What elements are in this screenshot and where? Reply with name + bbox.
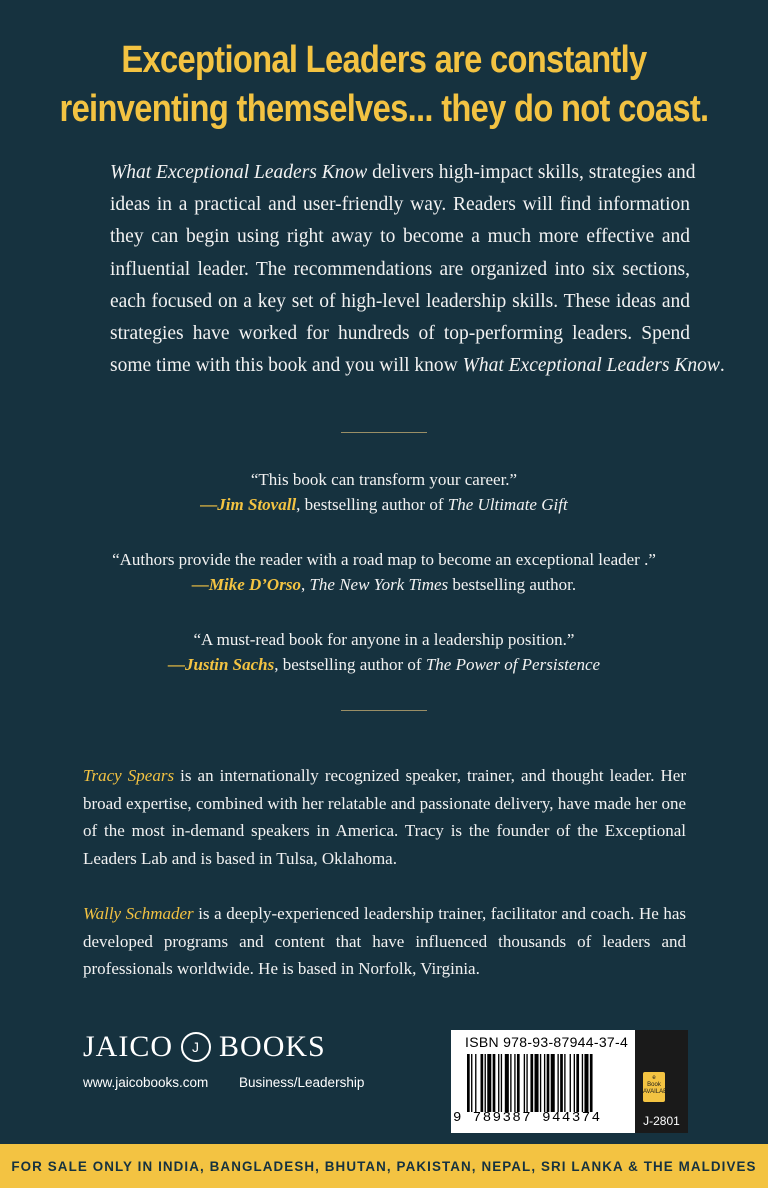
endorsement-quote: “A must-read book for anyone in a leadership position.” [193,630,575,649]
jaico-seal-icon [181,1032,211,1062]
book-category: Business/Leadership [239,1075,365,1090]
description-line: strategies have worked for hundreds of top-performing leaders. Spend [110,323,690,345]
attribution-text: , [300,575,310,594]
product-code: J-2801 [643,1114,680,1128]
barcode-bar [547,1054,550,1112]
barcode-bar [526,1054,527,1112]
barcode-bar [576,1054,579,1112]
barcode-bars [467,1054,629,1112]
description-line: each focused on a key set of high-level leadership skills. These ideas and [110,290,690,312]
endorser-name: Jim Stovall [217,495,297,514]
endorsement-attribution [0,492,768,517]
barcode-bar [564,1054,565,1112]
barcode-bar [487,1054,491,1112]
publisher-name-left: JAICO [83,1030,174,1063]
sales-territory-text: FOR SALE ONLY IN INDIA, BANGLADESH, BHUTAN, PAKISTAN, NEPAL, SRI LANKA & THE MALDIVES [11,1158,757,1174]
headline [54,36,714,134]
author-bio-tracy [83,762,686,872]
headline-line-1: Exceptional Leaders are constantly [121,39,647,81]
barcode-bar [535,1054,539,1112]
endorsement-quote: “This book can transform your career.” [250,470,518,489]
barcode-bar [481,1054,484,1112]
description-text: . [719,355,725,377]
barcode-bar [540,1054,541,1112]
author-name: Wally Schmader [83,904,194,923]
description-line [110,350,725,382]
bio-line: of the most in-demand speakers in America. Tracy is the founder of the Exceptional [83,821,686,840]
barcode-bar [493,1054,496,1112]
barcode-bar [517,1054,520,1112]
bio-line: broad expertise, combined with her relatable and passionate delivery, have made her one [83,793,686,813]
barcode-panel [451,1030,688,1133]
barcode-bar [570,1054,571,1112]
endorsement-quote: “Authors provide the reader with a road map to become an exceptional leader .” [112,550,656,569]
barcode-bar [510,1054,511,1112]
ebook-available: AVAILABLE [643,1089,675,1095]
barcode-bar [471,1054,472,1112]
ebook-e: e [652,1075,656,1081]
barcode-bar [505,1054,509,1112]
attribution-text: bestselling author. [448,575,577,594]
dash: — [200,495,218,514]
publisher-website[interactable]: www.jaicobooks.com [83,1075,209,1090]
barcode-bar [544,1054,545,1112]
work-title: The Power of Persistence [425,655,601,674]
barcode-bar [514,1054,515,1112]
isbn-label: ISBN 978-93-87944-37-4 [465,1034,629,1050]
barcode-bar [530,1054,533,1112]
endorser-name: Mike D’Orso [208,575,301,594]
ebook-available-icon [643,1072,675,1102]
barcode-bar [557,1054,558,1112]
description-line: influential leader. The recommendations are organized into six sections, [110,258,690,280]
seal-letter: J [192,1039,201,1055]
description-line [110,157,696,189]
work-title: The Ultimate Gift [447,495,568,514]
publisher-name-right: BOOKS [219,1030,326,1063]
work-title: The New York Times [309,575,449,594]
barcode-bar [560,1054,563,1112]
endorsement [0,547,768,597]
publisher-logo [83,1030,326,1064]
endorsement-attribution [0,572,768,597]
barcode-bar [501,1054,502,1112]
ebook-book: Book [647,1082,661,1088]
bio-line: developed programs and content that have influenced thousands of leaders and [83,931,686,951]
author-bio-wally [83,900,686,983]
endorsement-attribution [0,652,768,677]
description-text: delivers high-impact skills, strategies and [367,162,696,183]
bio-text: is a deeply-experienced leadership trainer, facilitator and coach. He has [193,904,686,923]
barcode-bar [524,1054,525,1112]
barcode-bar [467,1054,470,1112]
barcode-bar [582,1054,583,1112]
barcode-bar [498,1054,499,1112]
barcode-bar [475,1054,476,1112]
divider-rule [341,710,427,711]
bio-text: is an internationally recognized speaker, trainer, and thought leader. Her [174,766,686,785]
barcode-bar [551,1054,555,1112]
bio-line [83,762,686,790]
attribution-text: , bestselling author of [274,655,426,674]
book-description [110,157,725,382]
bio-line [83,900,686,928]
divider-rule [341,432,427,433]
attribution-text: , bestselling author of [296,495,448,514]
dash: — [167,655,185,674]
sales-territory-banner [0,1144,768,1188]
endorsement [0,467,768,517]
barcode-bar [590,1054,593,1112]
endorser-name: Justin Sachs [184,655,275,674]
barcode-digits: 9 789387 944374 [453,1110,602,1126]
description-line: ideas in a practical and user-friendly way. Readers will find information [110,194,690,216]
barcode-bar [485,1054,486,1112]
book-title-italic: What Exceptional Leaders Know [462,355,720,377]
author-name: Tracy Spears [83,766,175,785]
barcode-bar [574,1054,575,1112]
bio-line: Leaders Lab and is based in Tulsa, Oklahoma. [83,848,397,868]
barcode-bar [584,1054,588,1112]
description-line: they can begin using right away to become a much more effective and [110,226,690,248]
bio-line: professionals worldwide. He is based in Norfolk, Virginia. [83,959,480,978]
description-text: some time with this book and you will know [110,355,463,377]
book-title-italic: What Exceptional Leaders Know [110,162,368,183]
endorsement [0,627,768,677]
headline-line-2: reinventing themselves... they do not coast. [59,88,709,130]
dash: — [191,575,209,594]
